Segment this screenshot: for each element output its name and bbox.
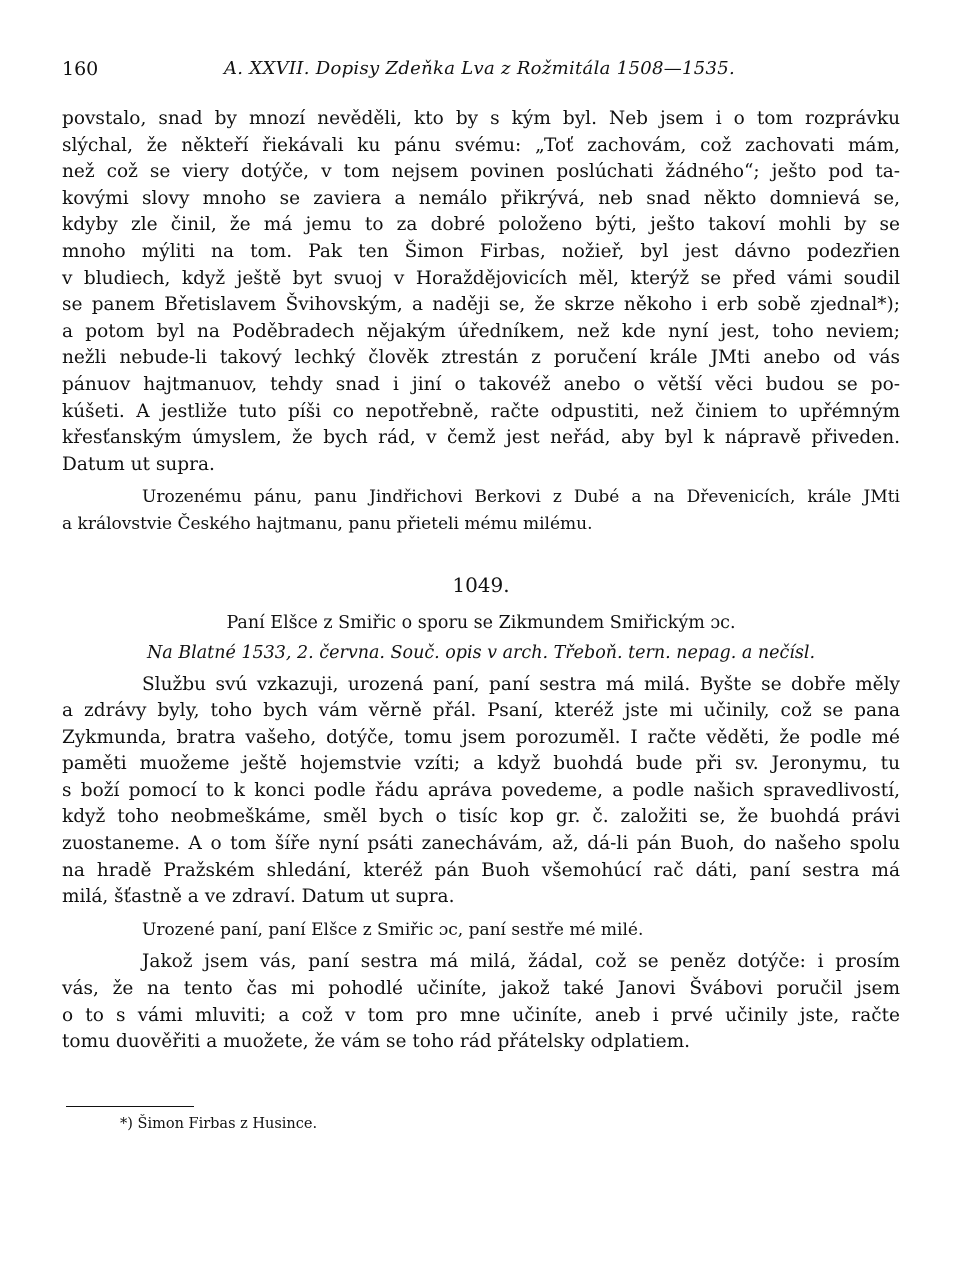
text-line: než což se viery dotýče, v tom nejsem povinen poslúchati žádného“; ješto pod ta-	[62, 161, 900, 183]
text-line: s boží pomocí to k konci podle řádu apráva povedeme, a podle našich spravedlivostí,	[62, 779, 900, 801]
running-title: A. XXVII. Dopisy Zdeňka Lva z Rožmitála 1508—1535.	[224, 58, 736, 79]
previous-letter-ending	[62, 106, 900, 478]
text-line: křesťanským úmyslem, že bych rád, v čemž jest neřád, aby byl k nápravě přiveden.	[62, 427, 900, 449]
text-line: Jakož jsem vás, paní sestra má milá, žádal, což se peněz dotýče: i prosím	[142, 951, 900, 973]
text-line: vás, že na tento čas mi pohodlé učiníte, jakož také Janovi Švábovi poručil jsem	[62, 978, 900, 1000]
text-line: slýchal, že někteří řiekávali ku pánu svému: „Toť zachovám, což zachovati mám,	[62, 134, 900, 156]
address-line: a královstvie Českého hajtmanu, panu přieteli mému milému.	[62, 513, 593, 534]
text-line: na hradě Pražském shledání, kteréž pán Buoh všemohúcí rač dáti, paní sestra má	[62, 859, 900, 881]
previous-letter-address	[62, 484, 900, 537]
text-line: o to s vámi mluviti; a což v tom pro mne učiníte, aneb i prvé učinily jste, račte	[62, 1004, 900, 1026]
text-line: pánuov hajtmanuov, tehdy snad i jiní o takovéž anebo o větší věci budou se po-	[62, 373, 900, 395]
text-line: když toho neobmeškáme, směl bych o tisíc kop gr. č. založiti se, že buohdá právi	[62, 806, 900, 828]
text-line: v bludiech, když ještě byt svuoj v Horaždějovicích měl, kterýž se před vámi soudil	[62, 267, 900, 289]
letter-summary: Paní Elšce z Smiřic o sporu se Zikmundem Smiřickým ɔc.	[226, 612, 736, 633]
letter-body	[62, 672, 900, 911]
text-line: povstalo, snad by mnozí nevěděli, kto by s kým byl. Neb jsem i o tom rozprávku	[62, 108, 900, 129]
footnote-rule	[66, 1106, 194, 1107]
page-number: 160	[62, 58, 99, 80]
page-header	[62, 58, 898, 88]
text-line: a potom byl na Poděbradech nějakým úředníkem, než kde nyní jest, toho neviem;	[62, 320, 900, 342]
page-body	[62, 106, 900, 1056]
text-line: Službu svú vzkazuji, urozená paní, paní sestra má milá. Byšte se dobře měly	[142, 673, 900, 695]
text-line: nežli nebude-li takový lechký člověk ztrestán z poručení krále JMti anebo od vás	[62, 347, 900, 369]
letter-address: Urozené paní, paní Elšce z Smiřic ɔc, paní sestře mé milé.	[142, 919, 644, 940]
text-line: Zykmunda, bratra vašeho, dotýče, tomu jsem porozuměl. I račte věděti, že podle mé	[62, 726, 900, 748]
text-line: a zdrávy byly, toho bych vám věrně přál. Psaní, kteréž jste mi učinily, což se pana	[62, 700, 900, 722]
text-line: se panem Břetislavem Švihovským, a naději se, že skrze někoho i erb sobě zjednal*);	[62, 294, 900, 316]
text-line: paměti muožeme ještě hojemstvie vzíti; a když buohdá bude při sv. Jeronymu, tu	[62, 753, 900, 775]
footnote: *) Šimon Firbas z Husince.	[120, 1116, 318, 1132]
text-line: tomu duověřiti a muožete, že vám se toho rád přátelsky odplatiem.	[62, 1031, 690, 1053]
text-line: Datum ut supra.	[62, 453, 215, 475]
letter-number: 1049.	[452, 572, 510, 597]
text-line: kdyby zle činil, že má jemu to za dobré položeno býti, ješto takoví mohli by se	[62, 214, 900, 236]
text-line: kovými slovy mnoho se zaviera a nemálo přikrývá, neb snad někto domnievá se,	[62, 187, 900, 209]
text-line: milá, šťastně a ve zdraví. Datum ut supra.	[62, 886, 455, 908]
text-line: zuostaneme. A o tom šíře nyní psáti zanechávám, až, dá-li pán Buoh, do našeho spolu	[62, 833, 900, 855]
address-line: Urozenému pánu, panu Jindřichovi Berkovi z Dubé a na Dřevenicích, krále JMti	[142, 487, 900, 508]
text-line: mnoho mýliti na tom. Pak ten Šimon Firbas, nožieř, byl jest dávno podezřien	[62, 240, 900, 262]
letter-postscript	[62, 949, 900, 1055]
letter-source: Na Blatné 1533, 2. června. Souč. opis v arch. Třeboň. tern. nepag. a nečísl.	[146, 642, 816, 663]
text-line: kúšeti. A jestliže tuto píši co nepotřebně, račte odpustiti, než činiem to upřémným	[62, 400, 900, 422]
